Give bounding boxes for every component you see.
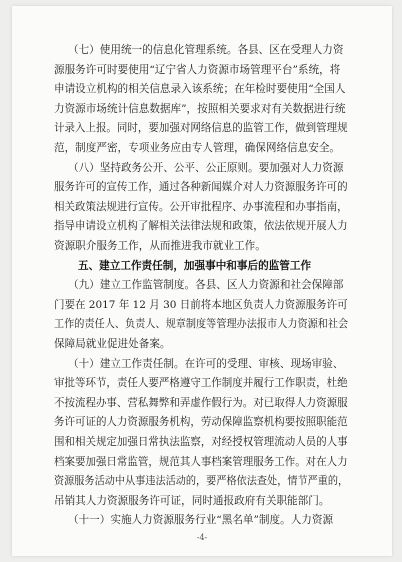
text-line: 资源服务活动中从事违法活动的，要严格依法查处，情节严重的， [54,475,349,488]
text-line: 工作的责任人、负责人、规章制度等管理办法报市人力资源和社会 [54,318,349,331]
text-line: 吊销其人力资源服务许可证，同时通报政府有关职能部门。 [54,494,330,507]
text-line: 申请设立机构的相关信息录入该系统；在年检时要使用“全国人 [54,83,346,96]
text-line: （八）坚持政务公开、公平、公正原则。要加强对人力资源 [68,161,344,174]
text-line: 档案要加强日常监管，规范其人事档案管理服务工作。对在人力 [54,455,348,468]
text-line: 务许可证的人力资源服务机构，劳动保障监察机构要按照职能范 [54,416,348,429]
document-page [12,6,392,556]
text-line: 服务许可的宣传工作，通过各种新闻媒介对人力资源服务许可的 [54,181,348,194]
text-line: 相关政策法规进行宣传。公开审批程序、办事流程和办事指南， [54,200,348,213]
page-number: -4- [196,533,208,542]
text-line: 计录入上报。同时，要加强对网络信息的监管工作，做到管理规 [54,122,348,135]
text-line: （十一）实施人力资源服务行业“黑名单”制度。人力资源 [68,514,334,527]
text-line: （七）使用统一的信息化管理系统。各县、区在受理人力资 [68,44,344,56]
text-line: 资源职介服务工作，从而推进我市就业工作。 [54,240,266,252]
text-line: （十）建立工作责任制。在许可的受理、审核、现场审验、 [68,357,344,370]
text-line: （九）建立工作监管制度。各县、区人力资源和社会保障部 [68,279,344,292]
text-line: 保障局就业促进处备案。 [54,338,171,350]
text-line: 审批等环节，责任人要严格遵守工作制度并履行工作职责，杜绝 [54,377,348,390]
text-line: 指导申请设立机构了解相关法律法规和政策，依法依规开展人力 [54,220,348,233]
section-heading: 五、建立工作责任制，加强事中和事后的监管工作 [78,259,312,272]
text-line: 范，制度严密，专项业务应由专人管理，确保网络信息安全。 [54,142,341,154]
text-line: 不按流程办事、营私舞弊和弄虚作假行为。对已取得人力资源服 [54,396,348,409]
text-line: 围和相关规定加强日常执法监察，对经授权管理流动人员的人事 [54,436,348,448]
text-line: 力资源市场统计信息数据库”，按照相关要求对有关数据进行统 [54,102,346,115]
text-line: 源服务许可时要使用“辽宁省人力资源市场管理平台”系统，将 [54,63,341,76]
text-line: 门要在 2017 年 12 月 30 日前将本地区负责人力资源服务许可 [54,298,348,311]
